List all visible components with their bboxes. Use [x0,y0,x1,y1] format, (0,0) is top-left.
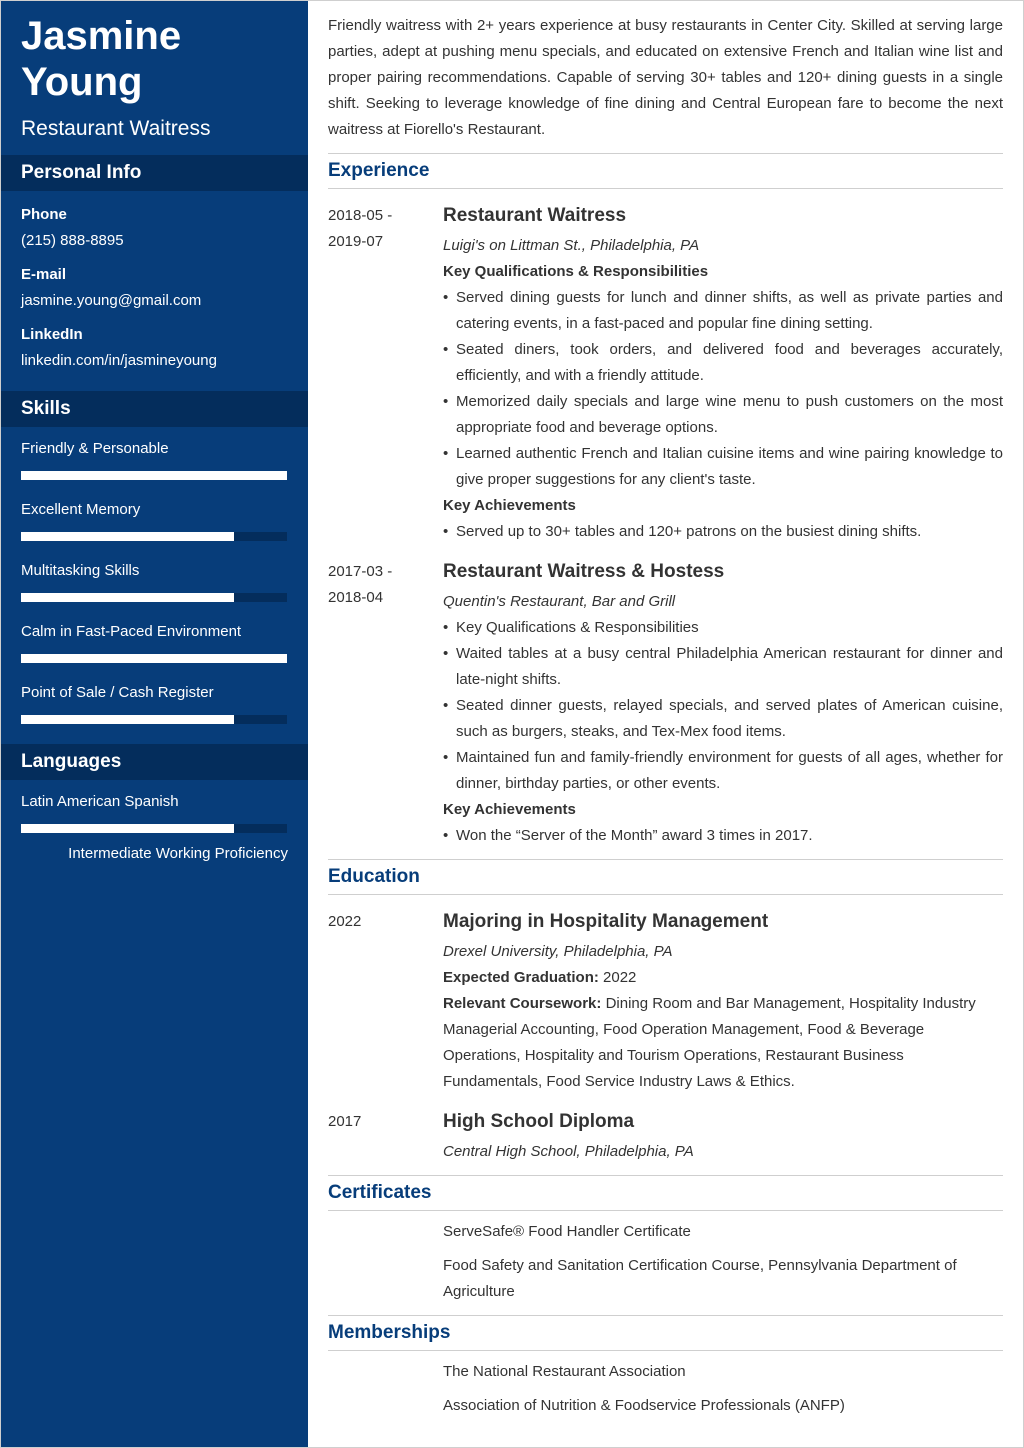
list-item: • Won the “Server of the Month” award 3 times in 2017. [443,823,1003,849]
language-item [21,792,288,862]
phone-value: (215) 888-8895 [21,232,124,249]
job-title: Restaurant Waitress [21,117,211,140]
language-level: Intermediate Working Proficiency [68,845,288,862]
skills-list [1,427,308,744]
skill-bar [21,593,287,602]
achievements-heading: Key Achievements [443,801,576,818]
graduation-label: Expected Graduation: [443,969,599,986]
education-date: 2017 [328,1113,362,1130]
experience-section [328,153,1003,849]
education-date: 2022 [328,913,362,930]
responsibilities-list [443,285,1003,493]
first-name: Jasmine [21,14,182,58]
achievements-list [443,519,1003,545]
achievements-heading: Key Achievements [443,497,576,514]
skill-name: Point of Sale / Cash Register [21,684,214,701]
list-item: • Key Qualifications & Responsibilities [443,615,1003,641]
summary: Friendly waitress with 2+ years experience at busy restaurants in Center City. Skilled at serving large parties, adept at pushing menu specials, and educated on extensive French and Italian wine list and proper pairing recommendations. Capable of serving 30+ tables and 120+ dining guests in a single shift. Seeking to leverage knowledge of fine dining and Central European fare to become the next waitress at Fiorello's Restaurant. [328,17,1003,138]
personal-info-heading: Personal Info [1,155,308,191]
job-entry [328,559,1003,849]
skill-bar-fill [21,471,287,480]
contact-list [1,191,308,391]
education-heading: Education [328,859,1003,895]
language-bar [21,824,287,833]
degree-title: Majoring in Hospitality Management [443,911,769,932]
skill-name: Calm in Fast-Paced Environment [21,623,242,640]
list-item: • Memorized daily specials and large wine menu to push customers on the most appropriate food and beverage options. [443,389,1003,441]
education-body [443,909,1003,1095]
last-name: Young [21,60,143,104]
skill-bar-fill [21,593,234,602]
skill-item [21,622,288,683]
skill-name: Excellent Memory [21,501,141,518]
sidebar-header [1,1,308,155]
job-body [443,559,1003,849]
responsibilities-list [443,615,1003,797]
skill-item [21,439,288,500]
experience-heading: Experience [328,153,1003,189]
certificates-section [328,1175,1003,1305]
education-entry [328,1109,1003,1165]
expected-graduation [443,965,1003,991]
candidate-name [21,13,288,105]
list-item: • Seated diners, took orders, and delivered food and beverages accurately, efficiently, and with a friendly attitude. [443,337,1003,389]
job-entry [328,203,1003,545]
education-entry [328,909,1003,1095]
contact-label: E-mail [21,266,67,283]
list-item: • Learned authentic French and Italian cuisine items and wine pairing knowledge to give proper suggestions for any client's taste. [443,441,1003,493]
education-section [328,859,1003,1165]
achievements-list [443,823,1003,849]
responsibilities-heading: Key Qualifications & Responsibilities [443,263,709,280]
coursework-label: Relevant Coursework: [443,995,602,1012]
job-company: Quentin's Restaurant, Bar and Grill [443,593,676,610]
contact-label: LinkedIn [21,326,83,343]
education-body [443,1109,1003,1165]
date-start: 2018-05 - [328,207,393,224]
languages-list [1,780,308,862]
skill-bar-fill [21,715,234,724]
job-company: Luigi's on Littman St., Philadelphia, PA [443,237,700,254]
main-content [308,1,1023,1447]
language-name: Latin American Spanish [21,793,179,810]
list-item: • Served up to 30+ tables and 120+ patrons on the busiest dining shifts. [443,519,1003,545]
school-name: Drexel University, Philadelphia, PA [443,943,673,960]
contact-label: Phone [21,206,67,223]
membership-item: The National Restaurant Association [443,1363,686,1380]
coursework-value: Dining Room and Bar Management, Hospitality Industry Managerial Accounting, Food Operation Management, Food & Beverage Operations, Hospitality and Tourism Operations, Restaurant Business Fundamentals, Food Service Industry Laws & Ethics. [443,995,976,1090]
language-bar-fill [21,824,234,833]
certificate-item: ServeSafe® Food Handler Certificate [443,1223,691,1240]
skill-name: Multitasking Skills [21,562,140,579]
skill-item [21,500,288,561]
contact-phone [21,205,288,251]
languages-heading: Languages [1,744,308,780]
date-end: 2019-07 [328,233,384,250]
memberships-heading: Memberships [328,1315,1003,1351]
degree-title: High School Diploma [443,1111,635,1132]
skill-bar [21,654,287,663]
membership-item: Association of Nutrition & Foodservice Professionals (ANFP) [443,1397,845,1414]
skill-bar-fill [21,654,287,663]
skill-name: Friendly & Personable [21,440,169,457]
list-item: • Waited tables at a busy central Philadelphia American restaurant for dinner and late-night shifts. [443,641,1003,693]
skill-bar [21,532,287,541]
job-dates [328,559,443,849]
date-end: 2018-04 [328,589,384,606]
relevant-coursework [443,991,1003,1095]
job-title: Restaurant Waitress [443,205,627,226]
list-item: • Seated dinner guests, relayed specials, and served plates of American cuisine, such as burgers, steaks, and Tex-Mex food items. [443,693,1003,745]
school-name: Central High School, Philadelphia, PA [443,1143,694,1160]
sidebar [1,1,308,1447]
linkedin-value[interactable]: linkedin.com/in/jasmineyoung [21,352,217,369]
skills-heading: Skills [1,391,308,427]
contact-email [21,265,288,311]
graduation-value: 2022 [603,969,637,986]
list-item: • Served dining guests for lunch and dinner shifts, as well as private parties and catering events, in a fast-paced and popular fine dining setting. [443,285,1003,337]
email-value[interactable]: jasmine.young@gmail.com [21,292,202,309]
date-start: 2017-03 - [328,563,393,580]
skill-bar-fill [21,532,234,541]
skill-item [21,683,288,744]
skill-bar [21,471,287,480]
memberships-section [328,1315,1003,1419]
skill-item [21,561,288,622]
list-item: • Maintained fun and family-friendly environment for guests of all ages, whether for dinner, birthday parties, or other events. [443,745,1003,797]
certificate-item: Food Safety and Sanitation Certification Course, Pennsylvania Department of Agriculture [443,1257,957,1300]
skill-bar [21,715,287,724]
contact-linkedin [21,325,288,371]
job-dates [328,203,443,545]
job-title: Restaurant Waitress & Hostess [443,561,725,582]
certificates-heading: Certificates [328,1175,1003,1211]
job-body [443,203,1003,545]
